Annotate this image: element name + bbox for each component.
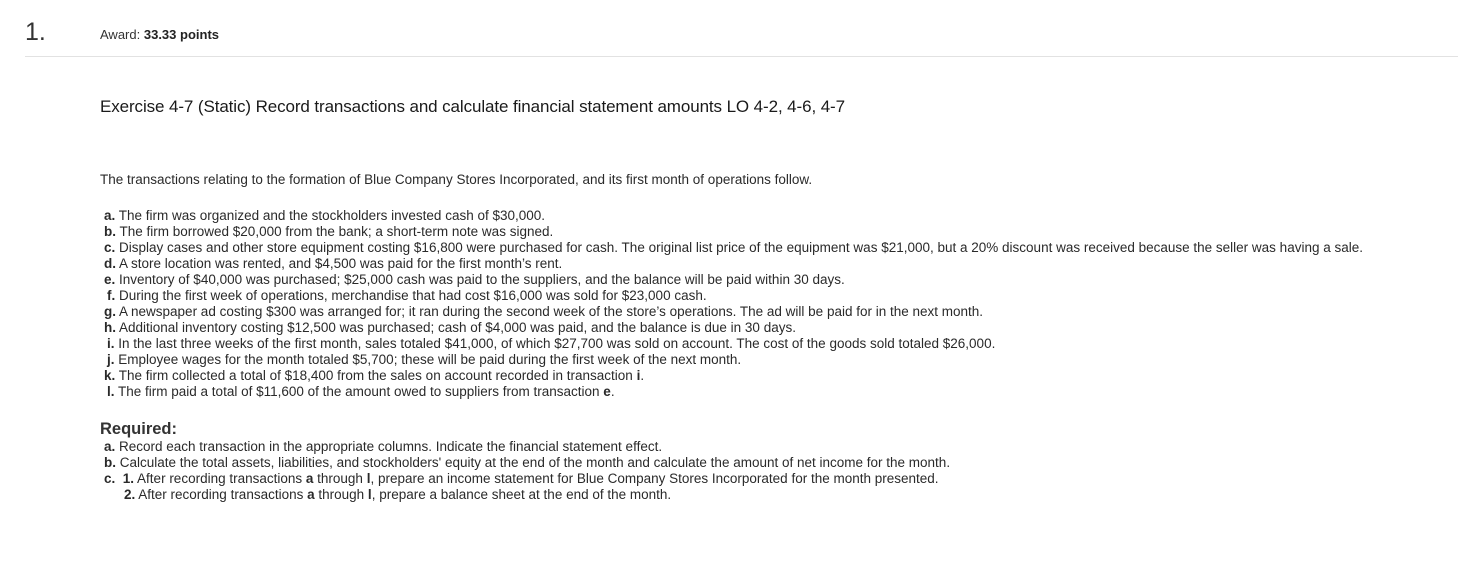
- required-heading: Required:: [100, 420, 178, 438]
- requirement-text: , prepare an income statement for Blue Company Stores Incorporated for the month presented.: [370, 471, 939, 486]
- award-label: Award:: [100, 27, 141, 42]
- transaction-text: The firm collected a total of $18,400 from the sales on account recorded in transaction: [115, 368, 637, 383]
- transaction-text: In the last three weeks of the first month, sales totaled $41,000, of which $27,700 was sold on account. The cost of the goods sold totaled $26,000.: [114, 336, 996, 351]
- transaction-text: A newspaper ad costing $300 was arranged for; it ran during the second week of the store’s operations. The ad will be paid for in the next month.: [116, 304, 984, 319]
- requirement-reference: l: [366, 471, 371, 486]
- transaction-letter: c.: [104, 240, 116, 255]
- transaction-item: [104, 368, 1363, 384]
- transaction-text: Employee wages for the month totaled $5,700; these will be paid during the first week of the next month.: [114, 352, 742, 367]
- requirement-list: [104, 439, 950, 503]
- transaction-item: [104, 272, 1363, 288]
- transaction-reference: e: [603, 384, 611, 399]
- header-divider: [25, 56, 1458, 57]
- requirement-text: , prepare a balance sheet at the end of the month.: [371, 487, 672, 502]
- requirement-letter: c.: [104, 471, 116, 486]
- requirement-item-a: [104, 439, 950, 455]
- requirement-text: through: [313, 471, 367, 486]
- award-points: [100, 27, 219, 43]
- requirement-reference: l: [367, 487, 372, 502]
- transaction-item: [104, 320, 1363, 336]
- transaction-tail: .: [610, 384, 615, 399]
- transaction-letter: i.: [107, 336, 115, 351]
- requirement-item-c1: [104, 471, 950, 487]
- transaction-letter: l.: [107, 384, 115, 399]
- transaction-list: [104, 208, 1363, 400]
- transaction-letter: k.: [104, 368, 116, 383]
- transaction-letter: a.: [104, 208, 116, 223]
- question-number: 1.: [25, 18, 46, 46]
- exercise-title: Exercise 4-7 (Static) Record transactions and calculate financial statement amounts LO 4-2, 4-6, 4-7: [100, 97, 845, 116]
- transaction-letter: e.: [104, 272, 116, 287]
- transaction-item: [104, 224, 1363, 240]
- requirement-reference: a: [305, 471, 314, 486]
- transaction-text: During the first week of operations, merchandise that had cost $16,000 was sold for $23,000 cash.: [115, 288, 707, 303]
- award-value: 33.33 points: [143, 27, 219, 42]
- requirement-subnumber: 2.: [124, 487, 136, 502]
- requirement-subnumber: 1.: [122, 471, 135, 486]
- transaction-letter: b.: [104, 224, 116, 239]
- requirement-letter: b.: [104, 455, 116, 470]
- transaction-item: [104, 352, 1363, 368]
- transaction-letter: h.: [104, 320, 116, 335]
- transaction-text: Display cases and other store equipment costing $16,800 were purchased for cash. The original list price of the equipment was $21,000, but a 20% discount was received because the seller was having a sale.: [115, 240, 1363, 255]
- transaction-item: [104, 208, 1363, 224]
- transaction-item: [104, 240, 1363, 256]
- transaction-item: [104, 384, 1363, 400]
- transaction-letter: j.: [107, 352, 115, 367]
- transaction-letter: f.: [107, 288, 116, 303]
- requirement-text: After recording transactions: [135, 487, 308, 502]
- transaction-text: The firm paid a total of $11,600 of the amount owed to suppliers from transaction: [114, 384, 604, 399]
- transaction-text: The firm was organized and the stockholders invested cash of $30,000.: [115, 208, 546, 223]
- transaction-reference: i: [636, 368, 641, 383]
- transaction-text: Inventory of $40,000 was purchased; $25,000 cash was paid to the suppliers, and the balance will be paid within 30 days.: [115, 272, 845, 287]
- transaction-item: [104, 304, 1363, 320]
- requirement-letter: a.: [104, 439, 116, 454]
- transaction-text: Additional inventory costing $12,500 was purchased; cash of $4,000 was paid, and the balance is due in 30 days.: [116, 320, 796, 335]
- transaction-text: The firm borrowed $20,000 from the bank; a short-term note was signed.: [116, 224, 554, 239]
- transaction-tail: .: [640, 368, 645, 383]
- transaction-letter: g.: [104, 304, 116, 319]
- requirement-text: After recording transactions: [134, 471, 306, 486]
- requirement-text: through: [314, 487, 368, 502]
- exercise-intro: The transactions relating to the formation of Blue Company Stores Incorporated, and its first month of operations follow.: [100, 172, 813, 187]
- requirement-item-c2: [104, 487, 950, 503]
- requirement-text: Calculate the total assets, liabilities, and stockholders' equity at the end of the month and calculate the amount of net income for the month.: [116, 455, 951, 470]
- transaction-item: [104, 288, 1363, 304]
- transaction-item: [104, 256, 1363, 272]
- requirement-text: Record each transaction in the appropriate columns. Indicate the financial statement effect.: [115, 439, 663, 454]
- transaction-letter: d.: [104, 256, 116, 271]
- transaction-item: [104, 336, 1363, 352]
- requirement-item-b: [104, 455, 950, 471]
- requirement-reference: a: [307, 487, 315, 502]
- transaction-text: A store location was rented, and $4,500 was paid for the first month’s rent.: [116, 256, 563, 271]
